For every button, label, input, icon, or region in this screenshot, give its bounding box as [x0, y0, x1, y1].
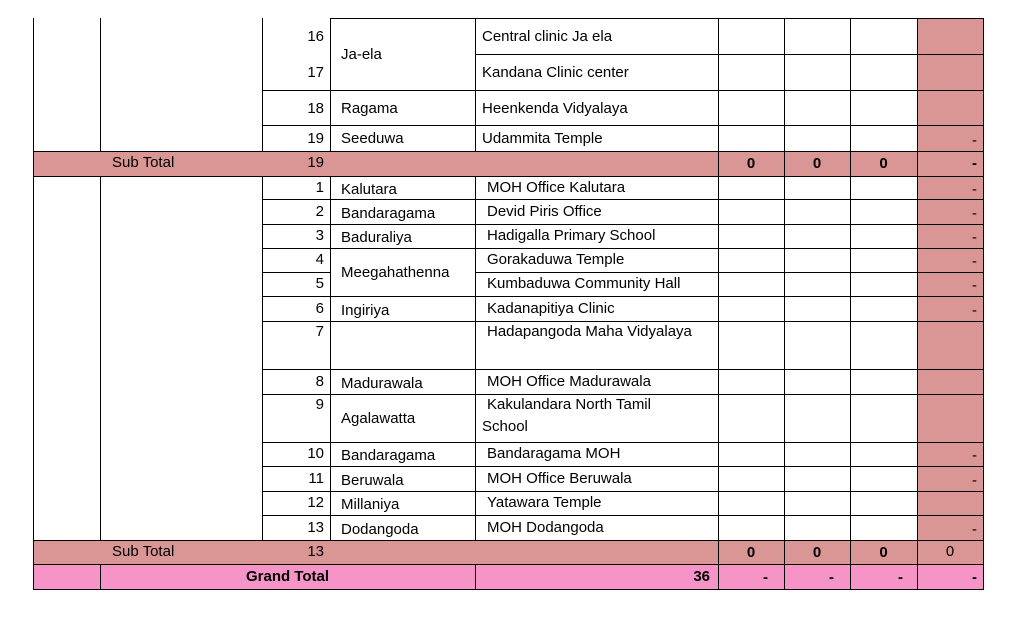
- column-rule: [850, 176, 851, 541]
- row-rule: [262, 272, 331, 273]
- status-value: -: [972, 277, 977, 294]
- status-value: -: [972, 229, 977, 246]
- row-rule: [33, 540, 984, 541]
- row-number: 6: [315, 299, 324, 317]
- row-number: 2: [315, 202, 324, 220]
- location-name: Devid Piris Office: [487, 202, 602, 220]
- row-rule: [262, 199, 984, 200]
- status-value: -: [972, 447, 977, 464]
- area-name: Seeduwa: [341, 130, 404, 147]
- status-value: -: [972, 520, 977, 538]
- row-rule: [262, 321, 984, 322]
- location-name: Udammita Temple: [482, 130, 603, 147]
- row-rule: [475, 272, 984, 273]
- area-name: Baduraliya: [341, 229, 412, 246]
- status-value: -: [972, 471, 977, 489]
- column-rule: [917, 151, 918, 177]
- area-name: Kalutara: [341, 180, 397, 198]
- area-name: Beruwala: [341, 471, 404, 489]
- location-name: Yatawara Temple: [487, 494, 602, 511]
- area-name: Bandaragama: [341, 447, 436, 464]
- column-rule: [917, 18, 918, 152]
- subtotal-count: 13: [307, 543, 324, 560]
- area-name: Ingiriya: [341, 301, 390, 319]
- area-name: Millaniya: [341, 496, 400, 513]
- row-number: 1: [315, 178, 324, 196]
- grand-total-value: -: [829, 569, 834, 586]
- subtotal-label: Sub Total: [112, 543, 175, 560]
- column-rule: [33, 18, 34, 590]
- column-rule: [100, 18, 101, 152]
- row-rule: [33, 151, 984, 152]
- column-rule: [718, 540, 719, 590]
- subtotal-value: 0: [879, 544, 888, 561]
- column-rule: [784, 176, 785, 541]
- column-rule: [718, 151, 719, 177]
- row-rule: [262, 491, 984, 492]
- row-rule: [262, 224, 984, 225]
- column-rule: [262, 18, 263, 152]
- grand-total-value: -: [972, 569, 977, 586]
- row-number: 13: [307, 518, 324, 536]
- grand-total-count: 36: [693, 568, 710, 585]
- row-rule: [330, 18, 984, 19]
- location-name: Bandaragama MOH: [487, 445, 621, 462]
- row-rule: [262, 125, 984, 126]
- status-value: -: [972, 204, 977, 222]
- grand-total-label: Grand Total: [245, 568, 330, 585]
- row-number: 5: [315, 275, 324, 292]
- column-rule: [330, 18, 331, 152]
- location-name: School: [482, 418, 528, 435]
- row-rule: [33, 589, 984, 590]
- column-rule: [475, 18, 476, 152]
- area-name: Bandaragama: [341, 204, 436, 222]
- row-rule: [262, 296, 984, 297]
- area-name: Meegahathenna: [341, 264, 450, 281]
- row-rule: [262, 369, 984, 370]
- row-number: 17: [307, 64, 324, 81]
- row-number: 9: [315, 396, 324, 413]
- subtotal-value: 0: [879, 155, 888, 172]
- row-number: 19: [307, 130, 324, 147]
- column-rule: [784, 540, 785, 590]
- column-rule: [784, 18, 785, 152]
- column-rule: [100, 176, 101, 541]
- row-rule: [262, 90, 984, 91]
- grand-total-value: -: [763, 569, 768, 586]
- column-rule: [784, 151, 785, 177]
- row-rule: [262, 248, 984, 249]
- column-rule: [100, 564, 101, 590]
- subtotal-label: Sub Total: [112, 154, 175, 171]
- row-number: 12: [307, 494, 324, 511]
- location-name: Kandana Clinic center: [482, 64, 629, 81]
- subtotal-value: 0: [746, 544, 756, 561]
- status-value: -: [972, 132, 977, 149]
- subtotal-value: 0: [812, 544, 822, 561]
- subtotal-value: 0: [812, 155, 822, 172]
- location-name: MOH Dodangoda: [487, 518, 604, 536]
- column-rule: [917, 176, 918, 541]
- row-number: 18: [307, 99, 324, 117]
- status-value: -: [972, 180, 977, 198]
- row-rule: [33, 564, 984, 565]
- column-rule: [718, 18, 719, 152]
- location-name: Hadigalla Primary School: [487, 227, 656, 244]
- row-rule: [262, 442, 984, 443]
- row-rule: [262, 394, 984, 395]
- grand-total-value: -: [898, 569, 903, 586]
- location-name: Kumbaduwa Community Hall: [487, 275, 681, 292]
- column-rule: [850, 540, 851, 590]
- area-name: Dodangoda: [341, 520, 419, 538]
- facility-table: [33, 18, 984, 591]
- row-number: 3: [315, 227, 324, 244]
- column-rule: [330, 176, 331, 541]
- column-rule: [475, 176, 476, 541]
- column-rule: [475, 564, 476, 590]
- column-rule: [983, 18, 984, 590]
- column-rule: [850, 151, 851, 177]
- column-rule: [850, 18, 851, 152]
- row-number: 10: [307, 445, 324, 462]
- row-number: 8: [315, 372, 324, 390]
- subtotal-value: -: [972, 155, 977, 172]
- location-name: MOH Office Kalutara: [487, 178, 626, 196]
- location-name: MOH Office Beruwala: [487, 469, 632, 487]
- subtotal-count: 19: [307, 154, 324, 171]
- row-rule: [262, 515, 984, 516]
- status-value: -: [972, 253, 977, 270]
- location-name: Hadapangoda Maha Vidyalaya: [487, 323, 692, 340]
- location-name: Central clinic Ja ela: [482, 28, 613, 45]
- area-name: Madurawala: [341, 374, 423, 392]
- row-number: 11: [308, 469, 324, 487]
- location-name: Kakulandara North Tamil: [487, 396, 651, 413]
- row-number: 4: [315, 251, 324, 268]
- column-rule: [262, 176, 263, 541]
- location-name: MOH Office Madurawala: [487, 372, 651, 390]
- column-rule: [718, 176, 719, 541]
- row-rule: [262, 466, 984, 467]
- location-name: Heenkenda Vidyalaya: [482, 99, 628, 117]
- column-rule: [917, 540, 918, 590]
- area-name: Ragama: [341, 99, 398, 117]
- subtotal-value: 0: [746, 155, 756, 172]
- location-name: Kadanapitiya Clinic: [487, 299, 615, 317]
- row-number: 7: [315, 323, 324, 340]
- area-name: Agalawatta: [341, 410, 416, 427]
- row-rule: [475, 54, 984, 55]
- subtotal-value: 0: [945, 543, 955, 560]
- location-name: Gorakaduwa Temple: [487, 251, 625, 268]
- row-number: 16: [307, 28, 324, 45]
- area-name: Ja-ela: [341, 46, 382, 63]
- status-value: -: [972, 301, 977, 319]
- row-rule: [33, 176, 984, 177]
